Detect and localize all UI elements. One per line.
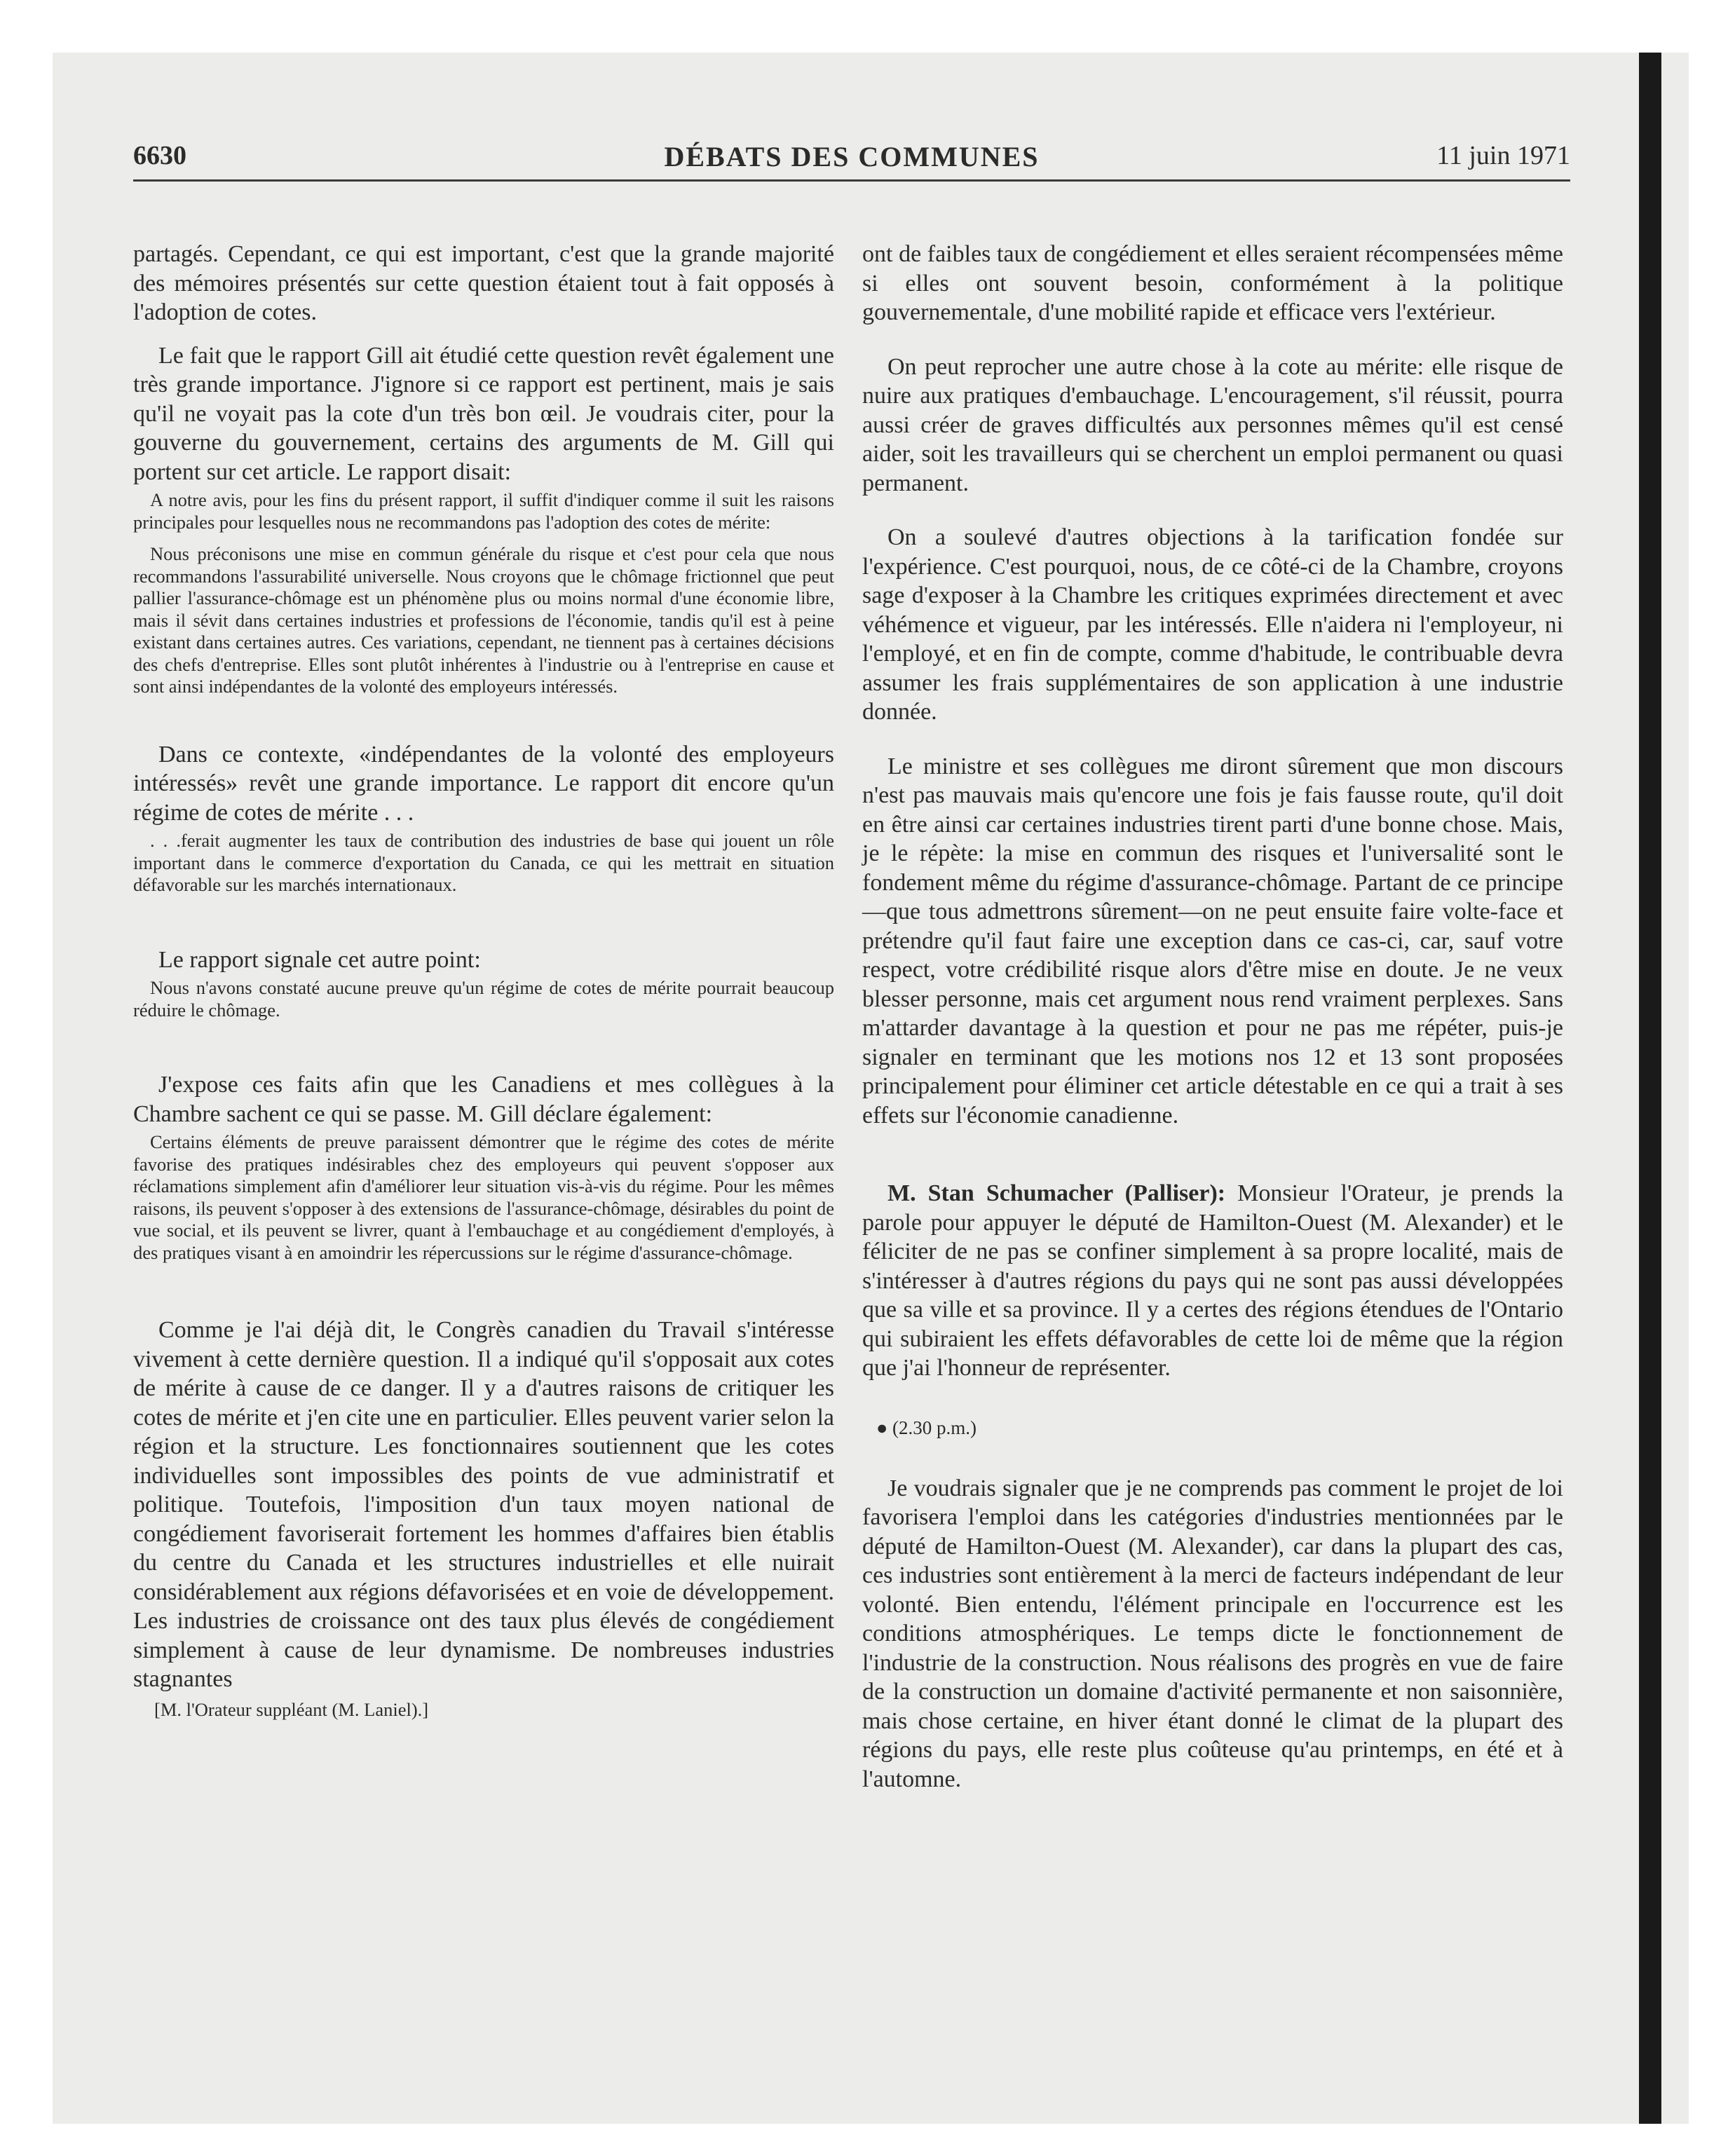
scan-edge-shadow: [1639, 53, 1661, 2124]
page-number: 6630: [133, 141, 186, 170]
block-quote: A notre avis, pour les fins du présent rapport, il suffit d'indiquer comme il suit les raisons principales pour lesquelles nous ne recommandons pas l'adoption des cotes de mérite:: [133, 489, 834, 533]
page-title: DÉBATS DES COMMUNES: [664, 141, 1040, 172]
paragraph: J'expose ces faits afin que les Canadiens et mes collègues à la Chambre sachent ce qui se passe. M. Gill déclare également:: [133, 1072, 834, 1127]
paragraph: ont de faibles taux de congédiement et elles seraient récompensées même si elles ont souvent besoin, conformément à la politique gouvernementale, d'une mobilité rapide et efficace vers l'extérieur.: [862, 241, 1563, 325]
paragraph: Comme je l'ai déjà dit, le Congrès canadien du Travail s'intéresse vivement à cette dernière question. Il a indiqué qu'il s'opposait aux cotes de mérite à cause de ce danger. Il y a d'autres raisons de critiquer les cotes de mérite et j'en cite une en particulier. Elles peuvent varier selon la région et la structure. Les fonctionnaires soutiennent que les cotes individuelles sont impossibles des points de vue administratif et politique. Toutefois, l'imposition d'un taux moyen national de congédiement favoriserait fortement les hommes d'affaires bien établis du centre du Canada et les structures industrielles et elle nuirait considérablement aux régions défavorisées et en voie de développement. Les industries de croissance ont des taux plus élevés de congédiement simplement à cause de leur dynamisme. De nombreuses industries stagnantes: [133, 1317, 834, 1692]
block-quote: Nous n'avons constaté aucune preuve qu'un régime de cotes de mérite pourrait beaucoup réduire le chômage.: [133, 977, 834, 1021]
right-column: [862, 240, 1563, 1794]
block-quote: Certains éléments de preuve paraissent démontrer que le régime des cotes de mérite favorise des pratiques indésirables chez des employeurs qui peuvent s'opposer aux réclamations simplement afin d'améliorer leur situation vis-à-vis du régime. Pour les mêmes raisons, ils peuvent s'opposer à des extensions de l'assurance-chômage, désirables du point de vue social, et ils peuvent se livrer, quant à l'embauchage et au congédiement d'employés, à des pratiques visant à en amoindrir les répercussions sur le régime d'assurance-chômage.: [133, 1131, 834, 1263]
paragraph: Le rapport signale cet autre point:: [158, 946, 481, 973]
speech-text: Monsieur l'Orateur, je prends la parole pour appuyer le député de Hamilton-Ouest (M. Alexander) et le féliciter de ne pas se confiner simplement à sa propre localité, mais de s'intéresser à d'autres régions du pays qui ne sont pas aussi développées que sa ville et sa province. Il y a certes des régions étendues de l'Ontario qui subiraient les effets défavorables de cette loi de même que la région que j'ai l'honneur de représenter.: [862, 1180, 1563, 1381]
page-header: [133, 140, 1570, 182]
speaker-name: M. Stan Schumacher (Palliser):: [887, 1180, 1226, 1206]
paragraph: Dans ce contexte, «indépendantes de la volonté des employeurs intéressés» revêt une grande importance. Le rapport dit encore qu'un régime de cotes de mérite . . .: [133, 741, 834, 826]
paragraph: Je voudrais signaler que je ne comprends pas comment le projet de loi favorisera l'emploi dans les catégories d'industries mentionnées par le député de Hamilton-Ouest (M. Alexander), car dans la plupart des cas, ces industries sont entièrement à la merci de facteurs indépendant de leur volonté. Bien entendu, l'élément principale en l'occurrence est les conditions atmosphériques. Le temps dicte le fonctionnement de l'industrie de la construction. Nous réalisons des progrès en vue de faire de la construction un domaine d'activité permanente et non saisonnière, mais chose certaine, en hiver étant donné le climat de la plupart des régions du pays, elle reste plus coûteuse qu'au printemps, en été et à l'automne.: [862, 1475, 1563, 1792]
speaker-paragraph: [862, 1179, 1563, 1383]
block-quote: Nous préconisons une mise en commun générale du risque et c'est pour cela que nous recommandons l'assurabilité universelle. Nous croyons que le chômage frictionnel que peut pallier l'assurance-chômage est un phénomène plus ou moins normal d'une économie libre, mais il sévit dans certaines industries et professions de l'économie, tandis qu'il est à peine existant dans certaines autres. Ces variations, cependant, ne tiennent pas à certaines décisions des chefs d'entreprise. Elles sont plutôt inhérentes à l'industrie ou à l'entreprise en cause et sont ainsi indépendantes de la volonté des employeurs intéressés.: [133, 543, 834, 697]
block-quote: . . .ferait augmenter les taux de contribution des industries de base qui jouent un rôle important dans le commerce d'exportation du Canada, ce qui les mettrait en situation défavorable sur les marchés internationaux.: [133, 830, 834, 895]
paragraph: Le ministre et ses collègues me diront sûrement que mon discours n'est pas mauvais mais qu'encore une fois je fais fausse route, qu'il doit en être ainsi car certaines industries tirent parti d'une bonne chose. Mais, je le répète: la mise en commun des risques et l'universalité sont le fondement même du régime d'assurance-chômage. Partant de ce principe—que tous admettrons sûrement—on ne peut ensuite faire volte-face et prétendre qu'il faut faire une exception dans ce cas-ci, car, sauf votre respect, votre crédibilité risque alors d'être mise en doute. Je ne veux blesser personne, mais cet argument nous rend vraiment perplexes. Sans m'attarder davantage à la question et pour ne pas me répéter, puis-je signaler en terminant que les motions nos 12 et 13 sont proposées principalement pour éliminer cet article détestable en ce qui a trait à ses effets sur l'économie canadienne.: [862, 753, 1563, 1128]
left-column: [133, 240, 834, 1721]
paragraph: partagés. Cependant, ce qui est important, c'est que la grande majorité des mémoires présentés sur cette question étaient tout à fait opposés à l'adoption de cotes.: [133, 241, 834, 325]
time-stamp: ● (2.30 p.m.): [876, 1417, 977, 1438]
paragraph: On peut reprocher une autre chose à la cote au mérite: elle risque de nuire aux pratiques d'embauchage. L'encouragement, s'il réussit, pourra aussi créer de graves difficultés aux personnes mêmes qu'il est censé aider, soit les travailleurs qui se cherchent un emploi permanent ou quasi permanent.: [862, 353, 1563, 496]
page-date: 11 juin 1971: [1436, 141, 1570, 170]
paragraph: On a soulevé d'autres objections à la tarification fondée sur l'expérience. C'est pourquoi, nous, de ce côté-ci de la Chambre, croyons sage d'exposer à la Chambre les critiques exprimées directement et avec véhémence et vigueur, par les intéressés. Elle n'aidera ni l'employeur, ni l'employé, et en fin de compte, comme d'habitude, le contribuable devra assumer les frais supplémentaires de son application à une industrie donnée.: [862, 524, 1563, 725]
paragraph: Le fait que le rapport Gill ait étudié cette question revêt également une très grande importance. J'ignore si ce rapport est pertinent, mais je sais qu'il ne voyait pas la cote d'un très bon œil. Je voudrais citer, pour la gouverne du gouvernement, certains des arguments de M. Gill qui portent sur cet article. Le rapport disait:: [133, 342, 834, 485]
speaker-footnote: [M. l'Orateur suppléant (M. Laniel).]: [154, 1698, 429, 1720]
